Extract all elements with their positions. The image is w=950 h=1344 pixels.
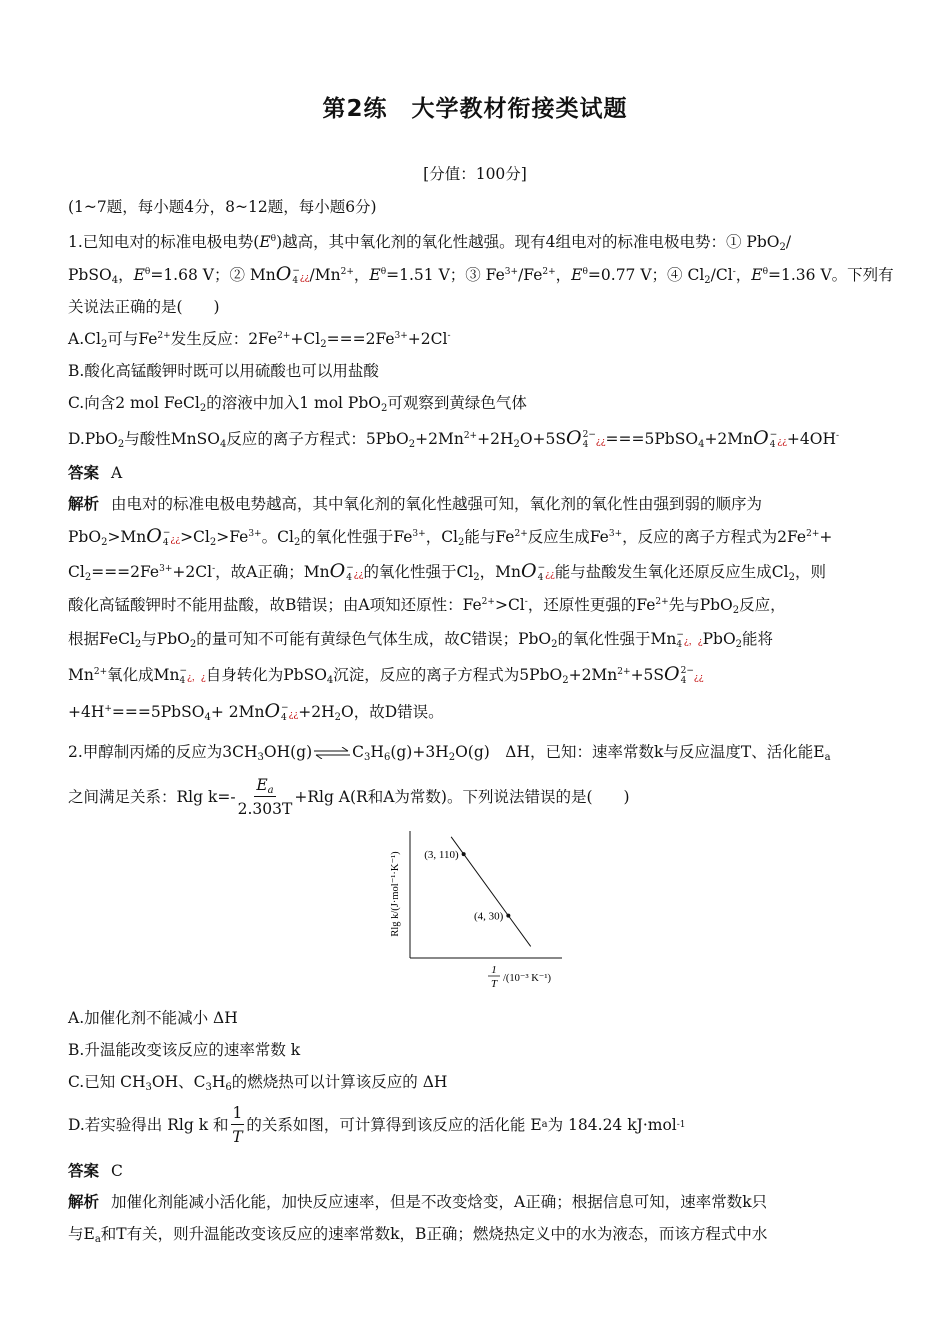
equilibrium-arrow-icon (314, 747, 350, 759)
q2-option-a: A.加催化剂不能减小 ΔH (68, 1009, 238, 1027)
q2-analysis-line1: 解析 加催化剂能减小活化能，加快反应速率，但是不改变焓变，A正确；根据信息可知，速率常数k只 (68, 1193, 768, 1211)
q1-option-c: C.向含2 mol FeCl$_2$的溶液中加入1 mol PbO$_2$可观察到黄绿色气体 (68, 394, 527, 414)
page-title: 第2练 大学教材衔接类试题 (322, 96, 628, 122)
q1-analysis-line3: $Cl_2===2Fe^{3+}+2Cl^-$，故A正确；MnO − 4 ¿¿的氧化性强于$Cl_2$，MnO − 4 ¿¿能与盐酸发生氧化还原反应生成$Cl_2$，则 (68, 560, 827, 583)
data-point-label-1: (3, 110) (424, 849, 459, 862)
y-axis-label: Rlg k/(J·mol⁻¹·K⁻¹) (390, 851, 401, 937)
q1-analysis-line6: $Mn^{2+}$氧化成Mn − 4 ¿，¿自身转化为PbSO$_4$沉淀，反应的离子方程式为$5PbO_2+2Mn^{2+}+5SO$ 2− 4 ¿¿ (68, 663, 704, 686)
scoring-rule: (1~7题，每小题4分，8~12题，每小题6分) (68, 198, 377, 216)
q2-option-c: C.已知 $CH_3OH$、$C_3H_6$的燃烧热可以计算该反应的 ΔH (68, 1073, 448, 1093)
q2-analysis-line2: 与$E_a$和T有关，则升温能改变该反应的速率常数k，B正确；燃烧热定义中的水为液态，而该方程式中水 (68, 1225, 768, 1245)
q1-option-a: $A.Cl_2$可与$Fe^{2+}$发生反应：$2Fe^{2+}+Cl_2===2Fe^{3+}+2Cl^-$ (68, 330, 451, 350)
rlgk-vs-inverse-t-chart (380, 826, 580, 992)
q1-analysis-line4: 酸化高锰酸钾时不能用盐酸，故B错误；由A项知还原性：$Fe^{2+}>Cl^-$，还原性更强的$Fe^{2+}$先与PbO$_2$反应， (68, 596, 786, 616)
data-points (424, 849, 510, 923)
q2-option-d: D.若实验得出 Rlg k 和 $\frac{1}{T}$ 的关系如图，可计算得到该反应的活化能 E a 为 184.24 kJ·mol -1 (68, 1103, 686, 1146)
data-point-2 (506, 914, 510, 918)
q1-stem-line1: 1.已知电对的标准电极电势$(E^\theta)$越高，其中氧化剂的氧化性越强。现有4组电对的标准电极电势：① PbO$_2$/ (68, 233, 792, 253)
q1-analysis-line1: 解析 由电对的标准电极电势越高，其中氧化剂的氧化性越强可知，氧化剂的氧化性由强到弱的顺序为 (68, 495, 763, 513)
x-axis-label-numerator: 1 (491, 964, 497, 976)
q2-stem-line2: 之间满足关系：Rlg k=- $\frac{E_a}{2.303T}$ +Rlg A(R和A为常数)。下列说法错误的是( ) (68, 772, 630, 822)
q2-answer: 答案 C (68, 1162, 123, 1180)
x-axis-label-unit: /(10⁻³ K⁻¹) (503, 973, 551, 984)
q1-option-d: D.PbO$_2$与酸性MnSO$_4$反应的离子方程式：$5PbO_2+2Mn^{2+}+2H_2O+5SO$ 2− 4 ¿¿===5PbSO$_4$+2MnO − 4 ¿¿+4OH- (68, 427, 840, 450)
q1-analysis-line5: 根据FeCl$_2$与PbO$_2$的量可知不可能有黄绿色气体生成，故C错误；PbO$_2$的氧化性强于Mn − 4 ¿，¿PbO$_2$能将 (68, 630, 774, 650)
q1-stem-line3: 关说法正确的是( ) (68, 298, 220, 316)
q1-stem-line2: PbSO$_4$，$E^\theta=1.68$ V；② MnO − 4 ¿¿$/Mn^{2+}$，$E^\theta=1.51$ V；③ $Fe^{3+}/Fe^{2+}$，$E^\theta=0.77$ V；④ $Cl_2/Cl^-$，$E^\theta=1.36$ V。下列有 (68, 263, 894, 286)
activation-energy-fraction: $\frac{E_a}{2.303T}$ (237, 775, 293, 818)
q2-option-b: B.升温能改变该反应的速率常数 k (68, 1041, 301, 1059)
data-point-label-2: (4, 30) (474, 910, 504, 923)
q1-analysis-line2: PbO$_2$>MnO − 4 ¿¿$>Cl_2>Fe^{3+}$。$Cl_2$的氧化性强于$Fe^{3+}$，$Cl_2$能与$Fe^{2+}$反应生成$Fe^{3+}$，反应的离子方程式为$2Fe^{2+}+$ (68, 525, 833, 548)
q1-answer: 答案 A (68, 464, 123, 482)
score-info: [分值：100分] (423, 165, 527, 183)
q1-option-b: B.酸化高锰酸钾时既可以用硫酸也可以用盐酸 (68, 362, 379, 380)
q1-analysis-line7: +4H+===5PbSO$_4$+ 2MnO − 4 ¿¿$+2H_2O$，故D错误。 (68, 700, 444, 723)
x-axis-label-denominator: T (490, 978, 498, 990)
data-point-1 (462, 852, 466, 856)
q2-stem-line1: 2.甲醇制丙烯的反应为$3CH_3OH(g)$ $C_3H_6(g)+3H_2O(g)$ ΔH，已知：速率常数k与反应温度T、活化能$E_a$ (68, 743, 831, 763)
